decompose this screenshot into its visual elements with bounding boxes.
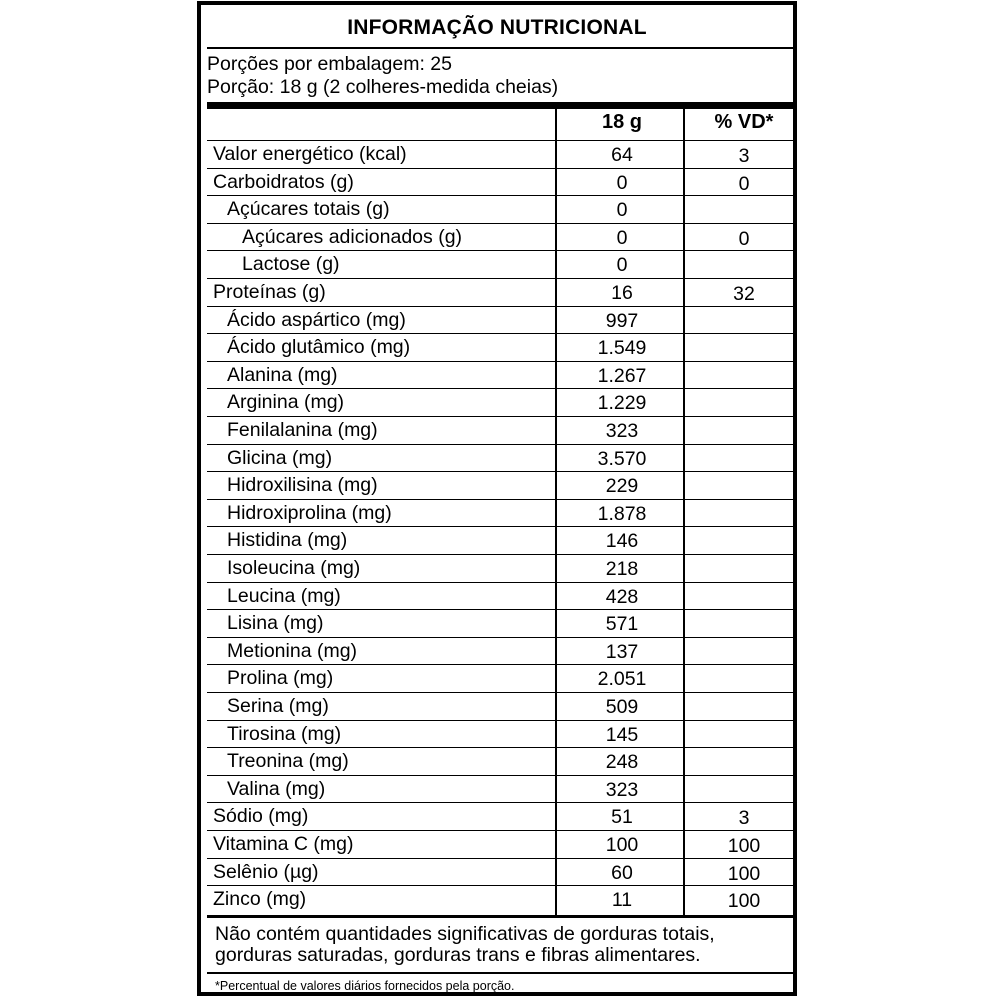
title-divider xyxy=(207,47,793,49)
table-row xyxy=(207,500,793,528)
nutrient-amount: 1.878 xyxy=(597,502,647,525)
nutrient-amount: 218 xyxy=(605,558,639,580)
nutrient-amount: 0 xyxy=(616,254,628,277)
footnote-not-significant: Não contém quantidades significativas de gorduras totais, gorduras saturadas, gorduras trans e fibras alimentares. xyxy=(215,923,715,966)
table-row xyxy=(207,307,793,335)
nutrient-dv: 100 xyxy=(727,835,761,857)
table-row xyxy=(207,334,793,362)
nutrient-name: Zinco (mg) xyxy=(213,888,307,911)
table-row xyxy=(207,555,793,583)
nutrient-name: Fenilalanina (mg) xyxy=(227,419,378,441)
nutrient-name: Glicina (mg) xyxy=(227,446,333,469)
label-title: INFORMAÇÃO NUTRICIONAL xyxy=(347,16,647,39)
nutrient-name: Serina (mg) xyxy=(227,695,329,717)
nutrient-name: Treonina (mg) xyxy=(227,750,349,773)
dv-column-header: % VD* xyxy=(714,111,774,133)
nutrient-name: Açúcares totais (g) xyxy=(227,198,390,221)
table-row xyxy=(207,445,793,473)
nutrient-name: Vitamina C (mg) xyxy=(213,833,354,855)
nutrient-amount: 428 xyxy=(605,585,639,608)
nutrient-dv: 100 xyxy=(727,862,761,885)
nutrient-dv: 3 xyxy=(738,807,750,830)
table-row xyxy=(207,196,793,224)
table-row xyxy=(207,665,793,693)
nutrient-amount: 323 xyxy=(605,778,639,801)
nutrient-name: Arginina (mg) xyxy=(227,391,345,414)
nutrient-amount: 509 xyxy=(605,696,639,718)
footnote-dv: *Percentual de valores diários fornecidos pela porção. xyxy=(215,979,515,993)
table-header-row xyxy=(207,109,793,141)
nutrient-name: Proteínas (g) xyxy=(213,281,326,303)
nutrient-amount: 1.229 xyxy=(597,392,647,415)
nutrient-amount: 997 xyxy=(605,309,639,332)
nutrient-amount: 248 xyxy=(605,751,639,774)
table-row xyxy=(207,721,793,749)
nutrient-name: Açúcares adicionados (g) xyxy=(242,225,463,248)
table-row xyxy=(207,472,793,500)
nutrient-amount: 16 xyxy=(611,282,633,304)
table-row xyxy=(207,638,793,666)
nutrient-dv: 0 xyxy=(738,172,750,195)
table-row xyxy=(207,362,793,390)
nutrient-name: Ácido aspártico (mg) xyxy=(227,308,406,331)
bottom-divider xyxy=(207,915,793,918)
table-row xyxy=(207,224,793,252)
table-row xyxy=(207,527,793,555)
amount-column-header: 18 g xyxy=(601,111,643,133)
nutrient-amount: 1.267 xyxy=(597,364,647,387)
nutrient-amount: 146 xyxy=(605,530,639,553)
nutrient-amount: 2.051 xyxy=(597,668,647,691)
table-row xyxy=(207,776,793,804)
table-row xyxy=(207,610,793,638)
nutrient-amount: 323 xyxy=(605,420,639,442)
nutrient-amount: 571 xyxy=(605,613,639,636)
nutrient-amount: 51 xyxy=(611,806,633,829)
nutrient-name: Hidroxilisina (mg) xyxy=(227,474,378,497)
nutrient-name: Hidroxiprolina (mg) xyxy=(227,501,392,524)
nutrient-name: Alanina (mg) xyxy=(227,363,338,386)
table-row xyxy=(207,251,793,279)
nutrient-amount: 0 xyxy=(616,226,628,249)
nutrient-dv: 3 xyxy=(738,145,750,167)
nutrient-amount: 64 xyxy=(611,144,633,166)
table-row xyxy=(207,748,793,776)
nutrient-name: Selênio (µg) xyxy=(213,860,319,883)
nutrient-amount: 137 xyxy=(605,640,639,663)
nutrition-facts-label xyxy=(197,1,797,996)
nutrient-name: Carboidratos (g) xyxy=(213,170,354,193)
footnote-divider xyxy=(207,972,793,974)
table-row xyxy=(207,389,793,417)
table-row xyxy=(207,169,793,197)
table-row xyxy=(207,417,793,445)
table-row xyxy=(207,886,793,914)
nutrient-amount: 11 xyxy=(611,889,633,912)
nutrient-amount: 0 xyxy=(616,199,628,222)
nutrient-name: Sódio (mg) xyxy=(213,805,309,828)
nutrient-amount: 3.570 xyxy=(597,447,647,470)
table-row xyxy=(207,583,793,611)
nutrient-amount: 145 xyxy=(605,723,639,746)
servings-per-package: Porções por embalagem: 25 xyxy=(207,53,452,75)
nutrient-amount: 100 xyxy=(605,834,639,856)
serving-size: Porção: 18 g (2 colheres-medida cheias) xyxy=(207,76,559,98)
nutrient-name: Histidina (mg) xyxy=(227,529,348,552)
nutrient-name: Isoleucina (mg) xyxy=(227,557,361,579)
table-row xyxy=(207,141,793,169)
nutrient-name: Lisina (mg) xyxy=(227,612,324,635)
nutrient-name: Lactose (g) xyxy=(242,253,340,276)
nutrient-dv: 100 xyxy=(727,890,761,913)
nutrient-name: Valina (mg) xyxy=(227,777,326,800)
nutrient-name: Valor energético (kcal) xyxy=(213,143,407,165)
nutrient-amount: 1.549 xyxy=(597,337,647,360)
nutrient-amount: 229 xyxy=(605,475,639,498)
thick-divider xyxy=(207,102,793,109)
table-row xyxy=(207,803,793,831)
nutrient-name: Tirosina (mg) xyxy=(227,722,342,745)
table-row xyxy=(207,831,793,859)
nutrient-name: Leucina (mg) xyxy=(227,584,341,607)
nutrient-name: Prolina (mg) xyxy=(227,667,334,690)
nutrient-dv: 0 xyxy=(738,227,750,250)
nutrient-name: Ácido glutâmico (mg) xyxy=(227,336,411,359)
nutrient-name: Metionina (mg) xyxy=(227,639,358,662)
table-row xyxy=(207,859,793,887)
nutrient-amount: 0 xyxy=(616,171,628,194)
table-row xyxy=(207,279,793,307)
nutrient-amount: 60 xyxy=(611,861,633,884)
nutrient-dv: 32 xyxy=(733,283,755,305)
table-row xyxy=(207,693,793,721)
